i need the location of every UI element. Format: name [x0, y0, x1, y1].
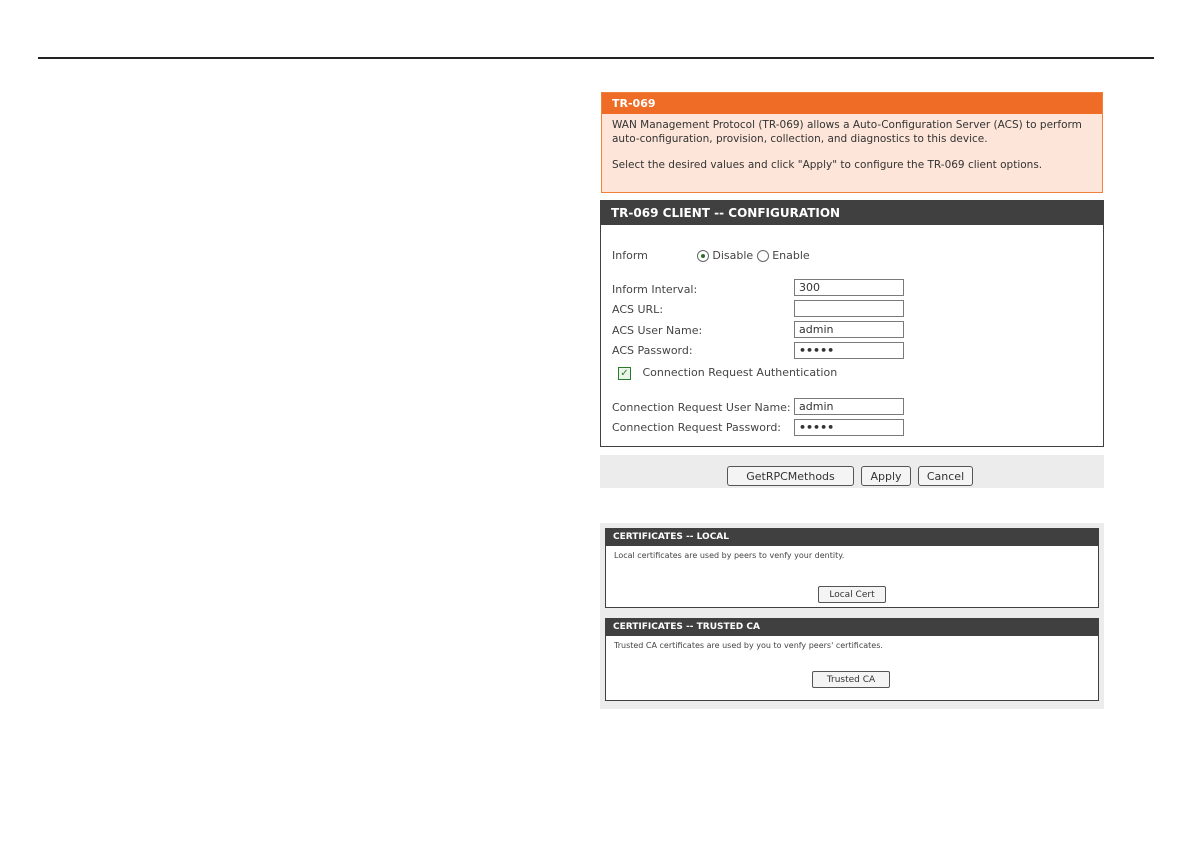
action-button-bar — [600, 455, 1104, 488]
conn-password-input[interactable]: ••••• — [794, 419, 904, 436]
tr069-title: TR-069 — [602, 93, 1102, 114]
config-title: TR-069 CLIENT -- CONFIGURATION — [601, 201, 1103, 225]
inform-disable-radio[interactable] — [697, 250, 709, 262]
inform-enable-radio[interactable] — [757, 250, 769, 262]
acs-username-label: ACS User Name: — [612, 324, 703, 337]
acs-password-input[interactable]: ••••• — [794, 342, 904, 359]
top-divider — [38, 57, 1154, 59]
conn-auth-label: Connection Request Authentication — [642, 366, 838, 379]
conn-username-label: Connection Request User Name: — [612, 401, 791, 414]
acs-username-input[interactable]: admin — [794, 321, 904, 338]
acs-url-input[interactable] — [794, 300, 904, 317]
cancel-button[interactable]: Cancel — [918, 466, 973, 486]
tr069-info-panel — [601, 92, 1103, 193]
inform-interval-label: Inform Interval: — [612, 283, 698, 296]
conn-auth-row — [618, 366, 837, 380]
certificates-area — [600, 523, 1104, 709]
inform-enable-label: Enable — [772, 249, 810, 262]
inform-label: Inform — [612, 249, 648, 262]
acs-password-label: ACS Password: — [612, 344, 693, 357]
cert-local-title: CERTIFICATES -- LOCAL — [606, 529, 1098, 546]
cert-local-panel — [605, 528, 1099, 608]
apply-button[interactable]: Apply — [861, 466, 911, 486]
cert-local-description: Local certificates are used by peers to venfy your dentity. — [614, 551, 845, 560]
conn-password-label: Connection Request Password: — [612, 421, 782, 434]
tr069-description: WAN Management Protocol (TR-069) allows a Auto-Configuration Server (ACS) to perform auto-configuration, provision, collection, and diagnostics to this device. — [612, 119, 1082, 145]
getrpcmethods-button[interactable]: GetRPCMethods — [727, 466, 854, 486]
inform-row — [612, 249, 810, 262]
inform-disable-label: Disable — [712, 249, 754, 262]
client-configuration-panel — [600, 200, 1104, 447]
cert-trusted-panel — [605, 618, 1099, 701]
cert-trusted-description: Trusted CA certificates are used by you to venfy peers' certificates. — [614, 641, 883, 650]
acs-url-label: ACS URL: — [612, 303, 664, 316]
trusted-ca-button[interactable]: Trusted CA — [812, 671, 890, 688]
cert-trusted-title: CERTIFICATES -- TRUSTED CA — [606, 619, 1098, 636]
conn-username-input[interactable]: admin — [794, 398, 904, 415]
tr069-instructions: Select the desired values and click "Apply" to configure the TR-069 client options. — [612, 159, 1043, 171]
inform-interval-input[interactable]: 300 — [794, 279, 904, 296]
local-cert-button[interactable]: Local Cert — [818, 586, 886, 603]
conn-auth-checkbox[interactable]: ✓ — [618, 367, 631, 380]
